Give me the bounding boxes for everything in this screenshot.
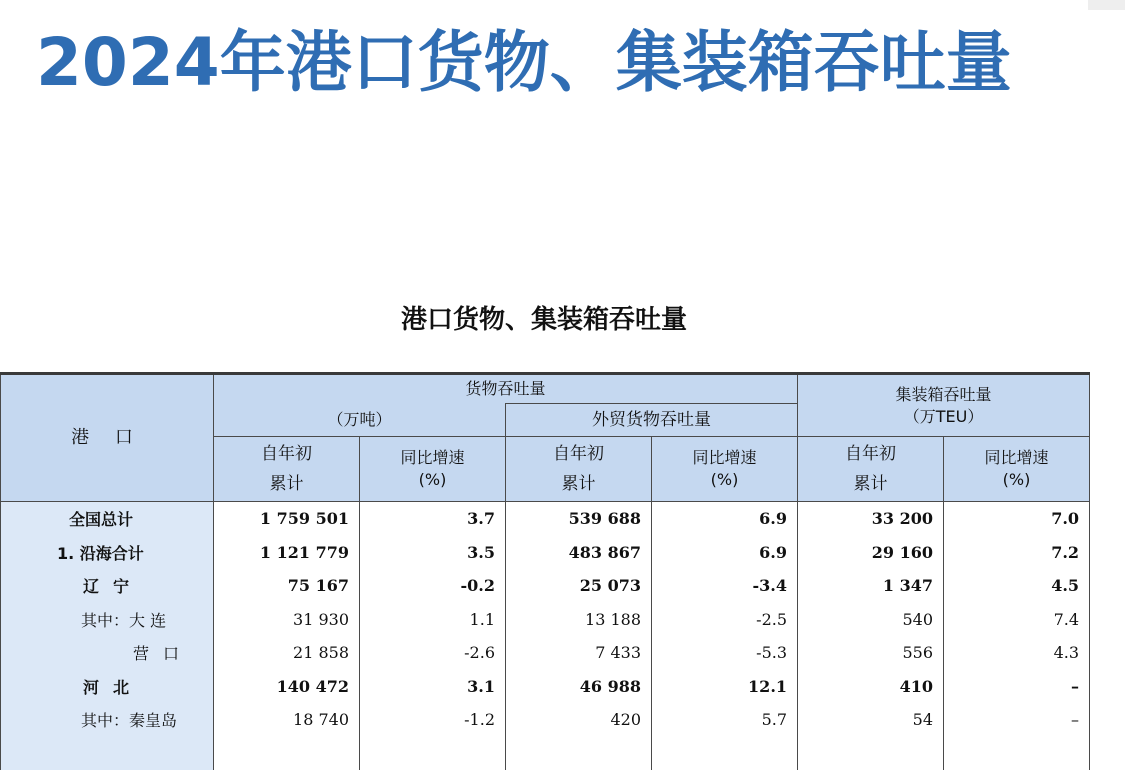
growth-label-1: 同比增速 <box>944 447 1089 469</box>
container-cell <box>798 737 944 770</box>
cumulative-label-1: 自年初 <box>214 439 359 469</box>
port-name: 1. 沿海合计 <box>1 541 144 564</box>
container-growth-cell: 7.2 <box>944 536 1090 570</box>
cargo-growth-cell: 3.5 <box>360 536 506 570</box>
cargo-cumulative-header <box>214 437 360 502</box>
cargo-cell: 140 472 <box>214 670 360 704</box>
cargo-growth-cell: 3.7 <box>360 502 506 536</box>
page-title: 2024年港口货物、集装箱吞吐量 <box>36 20 1012 106</box>
container-growth-cell: 7.4 <box>944 603 1090 637</box>
foreign-cell: 46 988 <box>506 670 652 704</box>
table-title: 港口货物、集装箱吞吐量 <box>0 300 1088 340</box>
container-growth-header <box>944 437 1090 502</box>
table-row <box>1 703 1090 737</box>
container-cell: 29 160 <box>798 536 944 570</box>
foreign-cell: 483 867 <box>506 536 652 570</box>
foreign-cell: 13 188 <box>506 603 652 637</box>
container-cell: 33 200 <box>798 502 944 536</box>
container-growth-cell: 7.0 <box>944 502 1090 536</box>
cumulative-label-2: 累计 <box>506 469 651 499</box>
container-cell: 1 347 <box>798 569 944 603</box>
container-header <box>798 374 1090 437</box>
cargo-cell: 75 167 <box>214 569 360 603</box>
table-row <box>1 502 1090 536</box>
cargo-growth-cell: 1.1 <box>360 603 506 637</box>
container-cumulative-header <box>798 437 944 502</box>
foreign-growth-cell: 6.9 <box>652 502 798 536</box>
cargo-unit-header <box>214 404 506 437</box>
table-row <box>1 569 1090 603</box>
port-name: 全国总计 <box>1 507 133 530</box>
foreign-growth-cell: -5.3 <box>652 636 798 670</box>
port-name: 其中：秦皇岛 <box>1 708 177 731</box>
cumulative-label-1: 自年初 <box>798 439 943 469</box>
foreign-cell: 7 433 <box>506 636 652 670</box>
port-name-cell <box>1 670 214 704</box>
port-name-cell <box>1 536 214 570</box>
container-cell: 410 <box>798 670 944 704</box>
port-name-cell <box>1 737 214 770</box>
port-column-header: 港 口 <box>1 374 214 502</box>
cargo-header-label: 货物吞吐量 <box>214 378 797 400</box>
cargo-growth-cell: -1.2 <box>360 703 506 737</box>
cargo-unit-label: （万吨） <box>214 409 505 431</box>
foreign-cell: 25 073 <box>506 569 652 603</box>
port-name: 其中：大 连 <box>1 608 166 631</box>
cumulative-label-1: 自年初 <box>506 439 651 469</box>
foreign-growth-cell: -3.4 <box>652 569 798 603</box>
container-growth-cell <box>944 737 1090 770</box>
foreign-growth-header <box>652 437 798 502</box>
growth-label-1: 同比增速 <box>360 447 505 469</box>
top-right-strip <box>1088 0 1125 10</box>
cargo-growth-cell <box>360 737 506 770</box>
container-growth-cell: 4.3 <box>944 636 1090 670</box>
table-row <box>1 603 1090 637</box>
cargo-growth-header <box>360 437 506 502</box>
port-name-cell <box>1 636 214 670</box>
port-name: 辽宁 <box>1 574 143 597</box>
foreign-growth-cell: 6.9 <box>652 536 798 570</box>
growth-label-2: (%) <box>360 469 505 491</box>
cargo-growth-cell: -2.6 <box>360 636 506 670</box>
foreign-cumulative-header <box>506 437 652 502</box>
table-row <box>1 737 1090 770</box>
port-name-cell <box>1 502 214 536</box>
container-header-label: 集装箱吞吐量 <box>798 384 1089 406</box>
cargo-cell: 31 930 <box>214 603 360 637</box>
port-name-cell <box>1 603 214 637</box>
growth-label-2: (%) <box>944 469 1089 491</box>
cargo-header <box>214 374 798 404</box>
cargo-growth-cell: -0.2 <box>360 569 506 603</box>
cumulative-label-2: 累计 <box>798 469 943 499</box>
table-header <box>1 374 1090 502</box>
container-cell: 556 <box>798 636 944 670</box>
container-cell: 540 <box>798 603 944 637</box>
container-growth-cell: – <box>944 670 1090 704</box>
container-cell: 54 <box>798 703 944 737</box>
foreign-cell <box>506 737 652 770</box>
growth-label-2: (%) <box>652 469 797 491</box>
growth-label-1: 同比增速 <box>652 447 797 469</box>
table-row <box>1 636 1090 670</box>
foreign-growth-cell <box>652 737 798 770</box>
port-name: 营口 <box>1 641 193 664</box>
port-name: 河北 <box>1 675 143 698</box>
foreign-growth-cell: 5.7 <box>652 703 798 737</box>
foreign-cell: 420 <box>506 703 652 737</box>
throughput-table <box>0 372 1090 770</box>
container-unit-label: （万TEU） <box>798 406 1089 428</box>
port-name-cell <box>1 703 214 737</box>
cargo-cell: 1 759 501 <box>214 502 360 536</box>
table-row <box>1 536 1090 570</box>
foreign-trade-header: 外贸货物吞吐量 <box>506 404 798 437</box>
foreign-cell: 539 688 <box>506 502 652 536</box>
cargo-cell: 21 858 <box>214 636 360 670</box>
container-growth-cell: 4.5 <box>944 569 1090 603</box>
port-name-cell <box>1 569 214 603</box>
table-body <box>1 502 1090 770</box>
cargo-growth-cell: 3.1 <box>360 670 506 704</box>
foreign-growth-cell: -2.5 <box>652 603 798 637</box>
cargo-cell <box>214 737 360 770</box>
cumulative-label-2: 累计 <box>214 469 359 499</box>
foreign-growth-cell: 12.1 <box>652 670 798 704</box>
table-row <box>1 670 1090 704</box>
cargo-cell: 18 740 <box>214 703 360 737</box>
container-growth-cell: – <box>944 703 1090 737</box>
cargo-cell: 1 121 779 <box>214 536 360 570</box>
